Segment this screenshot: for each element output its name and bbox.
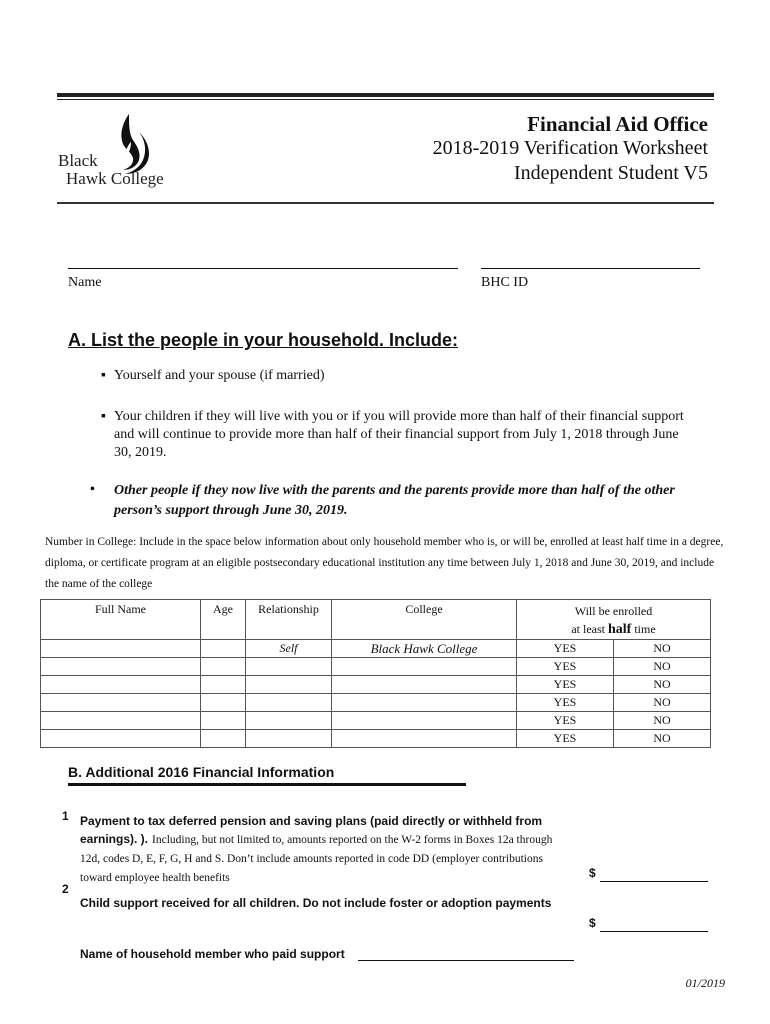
item-1-detail: Including, but not limited to, amounts reported on the W-2 forms in Boxes 12a through 12d, codes D, E, F, G, H and S. Don’t include amounts reported in code DD (employer contributions toward employee health benefits — [80, 834, 553, 884]
header-top-rule-thin — [57, 99, 714, 100]
cell-age[interactable] — [201, 712, 246, 730]
office-title: Financial Aid Office — [527, 112, 708, 136]
cell-no[interactable]: NO — [614, 712, 711, 730]
bullet-dot-icon: • — [90, 482, 95, 497]
number-in-college-note: Number in College: Include in the space below information about only household member who is, or will be, enrolled at least half time in a degree, diploma, or certificate program at an eligible postsecondary educational institution any time between July 1, 2018 and June 30, 2019, and include the name of the college — [45, 536, 724, 590]
bullet-square-icon: ▪ — [101, 409, 106, 424]
section-b-title: B. Additional 2016 Financial Information — [68, 764, 335, 780]
section-a-title: A. List the people in your household. Include: — [68, 330, 459, 350]
name-label: Name — [68, 275, 102, 290]
cell-yes[interactable]: YES — [517, 712, 614, 730]
item-1-bold: Payment to tax deferred pension and saving plans (paid directly or withheld from earnings). ). — [80, 814, 543, 846]
cell-full-name[interactable] — [41, 640, 201, 658]
cell-relationship[interactable] — [246, 712, 332, 730]
col-header-enrolled — [517, 600, 711, 640]
enrolled-post: time — [631, 622, 656, 636]
item-2-dollar: $ — [589, 916, 596, 930]
header-top-rule — [57, 93, 714, 97]
cell-relationship[interactable] — [246, 676, 332, 694]
bhc-id-label: BHC ID — [481, 275, 529, 290]
cell-age[interactable] — [201, 730, 246, 748]
cell-college[interactable] — [332, 694, 517, 712]
cell-age[interactable] — [201, 676, 246, 694]
cell-relationship[interactable]: Self — [246, 640, 332, 658]
cell-no[interactable]: NO — [614, 658, 711, 676]
enrolled-pre: at least — [571, 622, 608, 636]
table-row — [41, 730, 711, 748]
cell-yes[interactable]: YES — [517, 640, 614, 658]
worksheet-title: 2018-2019 Verification Worksheet — [432, 137, 708, 159]
household-table — [40, 599, 711, 748]
cell-yes[interactable]: YES — [517, 658, 614, 676]
cell-college[interactable] — [332, 712, 517, 730]
cell-relationship[interactable] — [246, 694, 332, 712]
item-1-amount-field[interactable] — [600, 866, 708, 882]
item-2-amount-field[interactable] — [600, 916, 708, 932]
cell-age[interactable] — [201, 640, 246, 658]
header-bottom-rule — [57, 202, 714, 204]
cell-college[interactable]: Black Hawk College — [332, 640, 517, 658]
cell-yes[interactable]: YES — [517, 730, 614, 748]
college-logo — [58, 112, 178, 192]
cell-college[interactable] — [332, 676, 517, 694]
table-row — [41, 694, 711, 712]
col-header-age: Age — [201, 600, 246, 640]
footer-date: 01/2019 — [685, 976, 725, 990]
student-type-title: Independent Student V5 — [513, 162, 708, 184]
enrolled-line1: Will be enrolled — [574, 604, 653, 618]
logo-text-hawk-college: Hawk College — [66, 169, 164, 188]
cell-full-name[interactable] — [41, 658, 201, 676]
cell-relationship[interactable] — [246, 730, 332, 748]
section-b-rule — [68, 783, 466, 786]
cell-full-name[interactable] — [41, 676, 201, 694]
table-row — [41, 640, 711, 658]
bullet-self-spouse: Yourself and your spouse (if married) — [114, 368, 325, 383]
cell-no[interactable]: NO — [614, 676, 711, 694]
bullet-square-icon: ▪ — [101, 368, 106, 383]
logo-text-black: Black — [58, 151, 98, 170]
table-row — [41, 712, 711, 730]
payer-label: Name of household member who paid support — [80, 947, 345, 961]
item-2-text: Child support received for all children. Do not include foster or adoption payments — [80, 896, 552, 910]
table-row — [41, 658, 711, 676]
cell-age[interactable] — [201, 694, 246, 712]
enrolled-half: half — [607, 622, 632, 637]
cell-full-name[interactable] — [41, 730, 201, 748]
item-1-dollar: $ — [589, 866, 596, 880]
bhc-id-field[interactable] — [481, 256, 700, 269]
cell-age[interactable] — [201, 658, 246, 676]
cell-yes[interactable]: YES — [517, 676, 614, 694]
cell-college[interactable] — [332, 730, 517, 748]
cell-relationship[interactable] — [246, 658, 332, 676]
cell-college[interactable] — [332, 658, 517, 676]
table-row — [41, 676, 711, 694]
cell-no[interactable]: NO — [614, 694, 711, 712]
cell-full-name[interactable] — [41, 712, 201, 730]
cell-yes[interactable]: YES — [517, 694, 614, 712]
col-header-full-name: Full Name — [41, 600, 201, 640]
item-2-number: 2 — [62, 882, 69, 896]
cell-no[interactable]: NO — [614, 640, 711, 658]
table-header-row — [41, 600, 711, 640]
cell-full-name[interactable] — [41, 694, 201, 712]
item-1-number: 1 — [62, 809, 69, 823]
name-field[interactable] — [68, 256, 458, 269]
cell-no[interactable]: NO — [614, 730, 711, 748]
item-1-text — [80, 812, 575, 887]
bullet-children: Your children if they will live with you or if you will provide more than half of their financial support and will continue to provide more than half of their financial support from July 1, 2018 through June 30, 2019. — [114, 409, 684, 460]
col-header-college: College — [332, 600, 517, 640]
payer-name-field[interactable] — [358, 946, 574, 961]
col-header-relationship: Relationship — [246, 600, 332, 640]
bullet-other-people: Other people if they now live with the parents and the parents provide more than half of the other person’s support through June 30, 2019. — [114, 483, 675, 518]
